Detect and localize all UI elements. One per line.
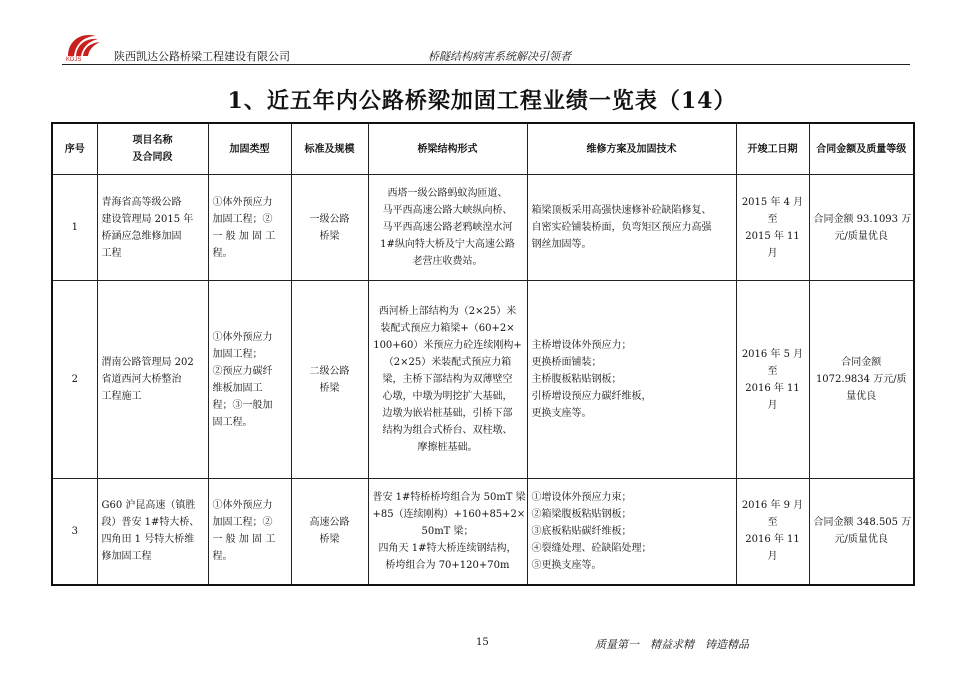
header-scheme: 维修方案及加固技术 [527,123,736,175]
cell-line: ②箱梁腹板粘贴钢板； [531,508,632,520]
cell-line: 二级公路 [309,365,350,377]
cell-line: 桥涵应急维修加固 [101,230,182,242]
cell-line: ①体外预应力 [212,500,273,512]
cell-line: G60 沪昆高速（镇胜 [101,500,196,512]
cell-period [736,281,809,479]
cell-type [208,175,291,281]
cell-line: 装配式预应力箱梁+（60+2× [380,323,515,334]
cell-line: （2×25）米装配式预应力箱 [383,357,512,368]
cell-line: 马平西高速公路老鸦峡湟水河 [382,222,513,233]
cell-line: ③底板粘贴碳纤维板； [531,525,632,537]
table-body [52,175,914,585]
cell-line: 2016 年 11 [745,534,800,546]
footer-slogan: 质量第一 精益求精 铸造精品 [595,638,749,651]
cell-line: 西河桥上部结构为（2×25）米 [378,306,517,317]
cell-line: ⑤更换支座等。 [531,559,602,571]
cell-line: 2015 年 11 [745,230,800,242]
cell-line: 渭南公路管理局 202 [101,357,194,368]
cell-line: 箱梁顶板采用高强快速修补砼缺陷修复、 [531,205,712,216]
cell-line: 一 般 加 固 工 [212,230,276,242]
cell-standard [291,479,368,585]
cell-structure [368,479,527,585]
cell-line: 西塔一级公路蚂蚁沟匝道、 [387,188,508,199]
cell-line: 加固工程；② [212,213,273,225]
cell-line: 程；③一般加 [212,399,273,411]
header-standard: 标准及规模 [291,123,368,175]
cell-line: 月 [767,247,778,259]
cell-line: 老营庄收费站。 [412,256,483,267]
cell-line: 程。 [212,247,233,259]
cell-line: 马平西高速公路大峡纵向桥、 [382,205,513,216]
table-row [52,175,914,281]
cell-line: 普安 1#特桥桥垮组合为 50mT 梁 [372,491,526,503]
header-period: 开竣工日期 [736,123,809,175]
cell-period [736,479,809,585]
cell-line: 钢丝加固等。 [531,239,592,250]
cell-line: 梁，主桥下部结构为双薄壁空 [382,374,513,385]
cell-line: 合同金额 93.1093 万 [813,213,912,225]
cell-line: 桥梁 [319,230,340,242]
cell-line: 主桥腹板粘贴钢板； [531,374,622,385]
performance-table [51,122,915,586]
header-type: 加固类型 [208,123,291,175]
cell-line: 2016 年 9 月 [741,500,804,512]
cell-line: 合同金额 [841,357,882,368]
cell-line: 自密实砼铺装桥面，负弯矩区预应力高强 [531,222,712,233]
cell-line: ①增设体外预应力束； [531,491,632,503]
cell-line: 四角天 1#特大桥连续钢结构， [378,542,517,554]
cell-line: 更换桥面铺装； [531,357,602,368]
company-logo [64,30,110,62]
cell-line: 修加固工程 [101,551,152,563]
header-structure: 桥梁结构形式 [368,123,527,175]
header-divider [62,64,910,65]
cell-line: 桥梁 [319,382,340,394]
page-title: 1、近五年内公路桥梁加固工程业绩一览表（14） [227,88,737,114]
cell-line: 结构为组合式桥台、双柱墩、 [382,425,513,436]
cell-no: 1 [52,175,97,281]
cell-line: 2016 年 11 [745,382,800,394]
cell-line: 1072.9834 万元/质 [815,374,907,385]
cell-line: 元/质量优良 [834,534,888,546]
cell-line: +85（连续刚构）+160+85+2× [372,508,526,520]
cell-line: 月 [767,399,778,411]
cell-line: 100+60）米预应力砼连续刚构+ [373,340,522,351]
cell-scheme [527,479,736,585]
cell-amount [809,175,914,281]
page-header [64,30,910,66]
cell-line: 青海省高等级公路 [101,196,182,208]
cell-line: 合同金额 348.505 万 [813,517,912,529]
cell-line: 至 [767,365,778,377]
cell-line: 摩擦桩基础。 [417,442,478,453]
cell-scheme [527,281,736,479]
cell-structure [368,281,527,479]
logo-text: KDJS [66,57,82,62]
cell-amount [809,479,914,585]
cell-line: 主桥增设体外预应力； [531,340,632,351]
cell-line: 引桥增设预应力碳纤维板， [531,391,652,402]
cell-line: 更换支座等。 [531,408,592,419]
cell-line: 量优良 [846,391,877,402]
cell-line: 加固工程；② [212,517,273,529]
header-no: 序号 [52,123,97,175]
cell-line: 高速公路 [309,517,350,529]
cell-type [208,479,291,585]
cell-line: 程。 [212,551,233,563]
cell-line: 加固工程； [212,348,263,360]
company-name: 陕西凯达公路桥梁工程建设有限公司 [114,50,290,63]
cell-line: 维板加固工 [212,382,263,394]
cell-standard [291,175,368,281]
cell-structure [368,175,527,281]
cell-no: 3 [52,479,97,585]
header-project-line: 项目名称 [132,135,173,146]
header-project [97,123,208,175]
cell-line: 2016 年 5 月 [741,348,804,360]
cell-line: ①体外预应力 [212,196,273,208]
cell-line: 心墩，中墩为明挖扩大基础， [382,391,513,402]
table-header-row [52,123,914,175]
cell-line: 建设管理局 2015 年 [101,213,194,225]
cell-type [208,281,291,479]
cell-amount [809,281,914,479]
header-slogan: 桥隧结构病害系统解决引领者 [428,50,571,63]
cell-project [97,479,208,585]
cell-line: 四角田 1 号特大桥维 [101,534,195,546]
cell-line: 元/质量优良 [834,230,888,242]
cell-line: 1#纵向特大桥及宁大高速公路 [380,239,515,250]
cell-line: ①体外预应力 [212,331,273,343]
cell-line: 工程 [101,247,122,259]
cell-line: 至 [767,517,778,529]
page-number: 15 [476,637,489,648]
cell-project [97,281,208,479]
cell-line: 桥梁 [319,534,340,546]
cell-line: 段）普安 1#特大桥、 [101,517,200,529]
cell-line: 边墩为嵌岩桩基础，引桥下部 [382,408,513,419]
cell-line: 至 [767,213,778,225]
table-row [52,479,914,585]
cell-line: 桥垮组合为 70+120+70m [385,559,510,571]
cell-line: 固工程。 [212,416,253,428]
cell-line: ④裂缝处理、砼缺陷处理； [531,542,652,554]
cell-line: 50mT 梁； [421,525,474,537]
table-row [52,281,914,479]
cell-line: 一级公路 [309,213,350,225]
cell-line: ②预应力碳纤 [212,365,273,377]
cell-scheme [527,175,736,281]
cell-line: 省道西河大桥整治 [101,374,182,385]
cell-line: 月 [767,551,778,563]
cell-standard [291,281,368,479]
header-project-line: 及合同段 [132,152,173,163]
cell-project [97,175,208,281]
cell-line: 工程施工 [101,391,142,402]
cell-no: 2 [52,281,97,479]
cell-line: 2015 年 4 月 [741,196,804,208]
cell-period [736,175,809,281]
cell-line: 一 般 加 固 工 [212,534,276,546]
header-amount: 合同金额及质量等级 [809,123,914,175]
